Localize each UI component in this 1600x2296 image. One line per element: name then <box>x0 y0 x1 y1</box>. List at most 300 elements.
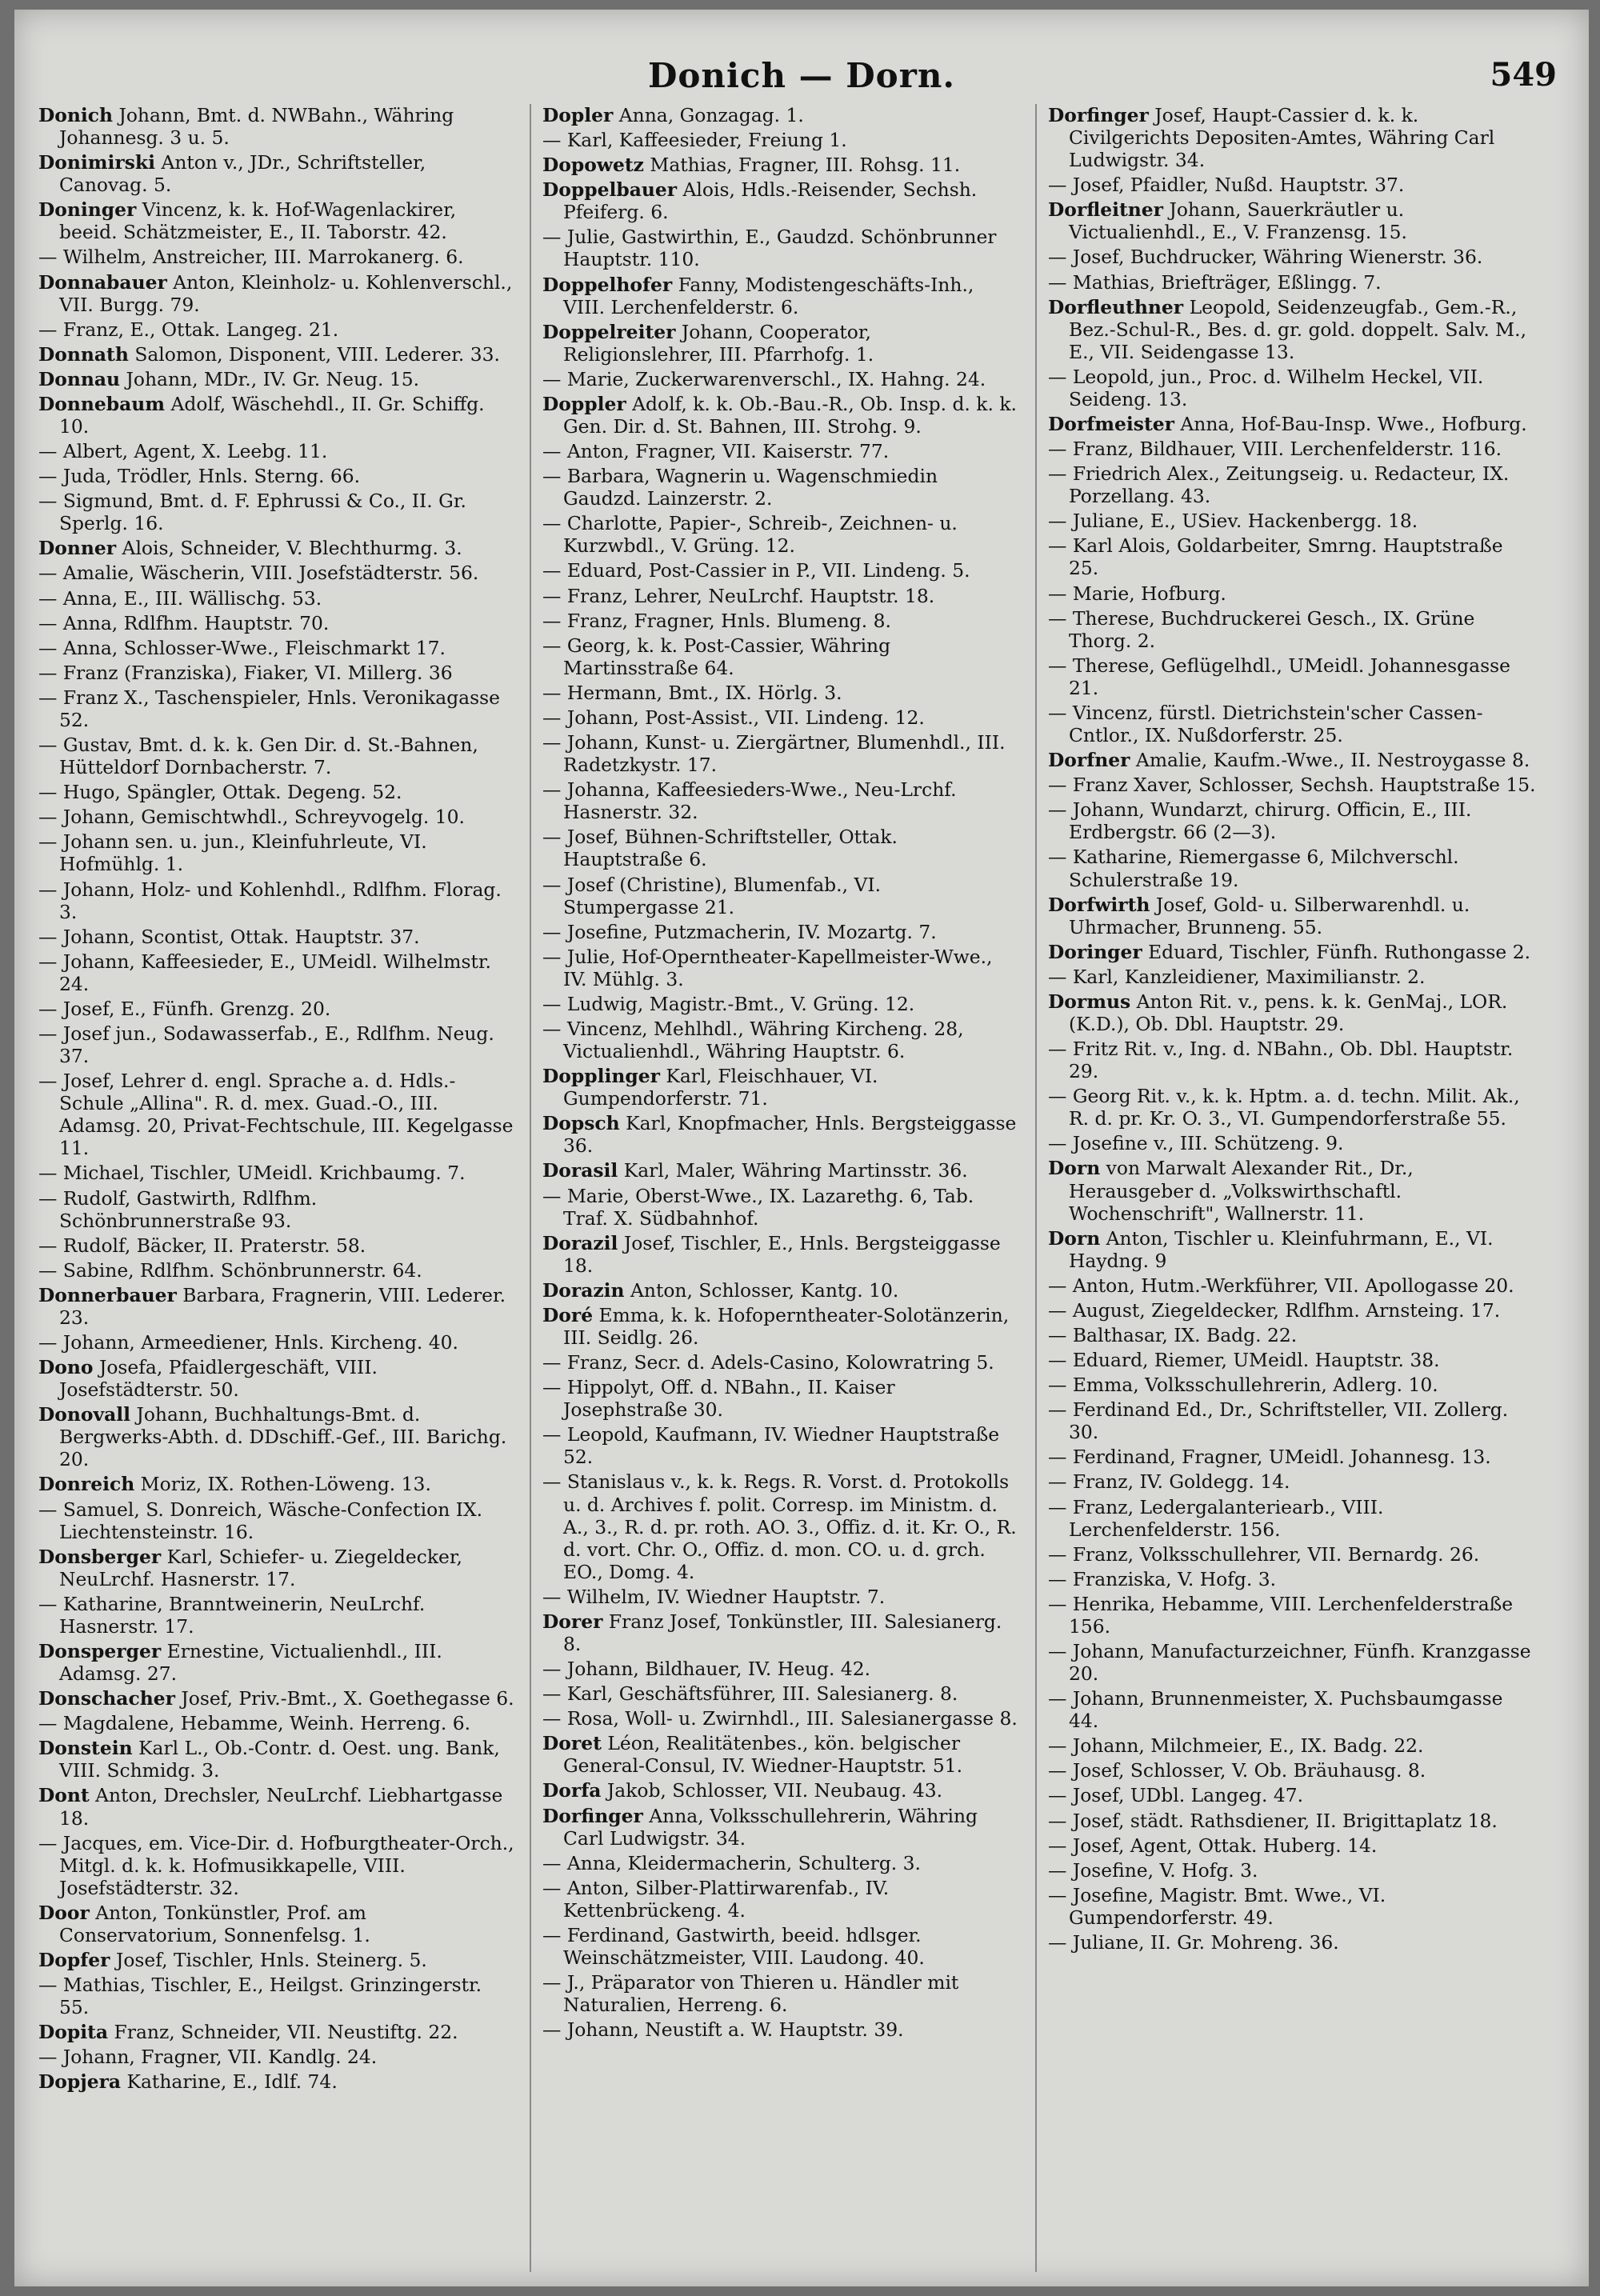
entry-details: — Amalie, Wäscherin, VIII. Josefstädterstr. 56. <box>38 562 479 585</box>
entry-details: — Leopold, Kaufmann, IV. Wiedner Hauptstraße 52. <box>542 1423 1000 1469</box>
entry-surname: Dorer <box>542 1610 603 1633</box>
directory-entry <box>1048 198 1536 243</box>
entry-details: Anton, Drechsler, NeuLrchf. Liebhartgasse 18. <box>59 1784 503 1830</box>
directory-entry <box>38 950 517 995</box>
directory-entry <box>38 393 517 438</box>
directory-entry <box>1048 1810 1536 1832</box>
entry-details: Anna, Volksschullehrerin, Währing Carl Ludwigstr. 34. <box>563 1804 978 1850</box>
directory-entry <box>1048 510 1536 532</box>
entry-details: Emma, k. k. Hofoperntheater-Solotänzerin, III. Seidlg. 26. <box>563 1303 1010 1349</box>
entry-surname: Dorfwirth <box>1048 893 1150 916</box>
directory-entry <box>38 1949 517 1971</box>
entry-surname: Donovall <box>38 1403 131 1426</box>
entry-details: — Franz, Bildhauer, VIII. Lerchenfelderstr. 116. <box>1048 438 1502 461</box>
directory-entry <box>1048 1446 1536 1468</box>
entry-surname: Dorfinger <box>1048 104 1149 126</box>
entry-details: — Rudolf, Bäcker, II. Praterstr. 58. <box>38 1234 366 1257</box>
entry-details: Josef, Priv.-Bmt., X. Goethegasse 6. <box>181 1687 514 1710</box>
directory-entry <box>38 637 517 659</box>
entry-details: — Johann, Armeediener, Hnls. Kircheng. 40. <box>38 1330 458 1354</box>
directory-entry <box>38 198 517 243</box>
entry-details: — Anna, E., III. Wällischg. 53. <box>38 586 322 610</box>
directory-entry <box>1048 702 1536 746</box>
entry-details: — Johanna, Kaffeesieders-Wwe., Neu-Lrchf. Hasnerstr. 32. <box>542 778 957 824</box>
entry-surname: Donschacher <box>38 1687 175 1710</box>
entry-surname: Dont <box>38 1784 90 1807</box>
directory-entry <box>38 1832 517 1899</box>
entry-details: von Marwalt Alexander Rit., Dr., Herausgeber d. „Volkswirthschaftl. Wochenschrift", Wallnerstr. 11. <box>1069 1157 1414 1225</box>
directory-entry <box>38 612 517 634</box>
entry-details: — Stanislaus v., k. k. Regs. R. Vorst. d. Protokolls u. d. Archives f. polit. Corresp. im Ministm. d. A., 3., R. d. pr. roth. AO. 3., Offiz. d. it. Kr. O., R. d. vort. Chr. O., Offiz. d. mon. CO. u. d. grch. EO., Domg. 4. <box>542 1470 1017 1583</box>
directory-entry <box>38 343 517 366</box>
directory-entry <box>1048 966 1536 988</box>
directory-entry <box>542 706 1021 729</box>
entry-details: Johann, Buchhaltungs-Bmt. d. Bergwerks-Abth. d. DDschiff.-Gef., III. Barichg. 20. <box>59 1403 507 1471</box>
entry-surname: Dorfa <box>542 1779 602 1802</box>
directory-entry <box>542 440 1021 462</box>
directory-entry <box>542 1707 1021 1730</box>
directory-entry <box>542 1065 1021 1110</box>
entry-details: — Ludwig, Magistr.-Bmt., V. Grüng. 12. <box>542 992 915 1015</box>
entry-details: — Rudolf, Gastwirth, Rdlfhm. Schönbrunnerstraße 93. <box>38 1186 318 1232</box>
entry-details: — Josef (Christine), Blumenfab., VI. Stumpergasse 21. <box>542 873 882 918</box>
directory-entry <box>542 1232 1021 1277</box>
directory-entry <box>38 104 517 149</box>
column-right <box>1048 104 1536 2272</box>
directory-entry <box>1048 1349 1536 1371</box>
entry-details: Barbara, Fragnerin, VIII. Lederer. 23. <box>59 1283 506 1329</box>
entry-details: — Johann, Wundarzt, chirurg. Officin, E., III. Erdbergstr. 66 (2—3). <box>1048 798 1472 844</box>
entry-details: Léon, Realitätenbes., kön. belgischer General-Consul, IV. Wiedner-Hauptstr. 51. <box>563 1732 963 1778</box>
entry-details: Anton, Schlosser, Kantg. 10. <box>630 1278 899 1302</box>
directory-entry <box>542 634 1021 679</box>
directory-entry <box>542 993 1021 1015</box>
entry-surname: Doppelbauer <box>542 178 678 202</box>
directory-entry <box>1048 798 1536 843</box>
directory-entry <box>542 2018 1021 2041</box>
directory-entry <box>1048 1784 1536 1806</box>
entry-details: — Juliane, E., USiev. Hackenbergg. 18. <box>1048 510 1418 533</box>
directory-entry <box>1048 1398 1536 1443</box>
entry-details: Anton, Kleinholz- u. Kohlenverschl., VII. Burgg. 79. <box>59 270 513 316</box>
entry-details: — Anton, Fragner, VII. Kaiserstr. 77. <box>542 440 890 463</box>
directory-columns <box>38 104 1542 2280</box>
entry-surname: Dorazin <box>542 1278 625 1302</box>
entry-details: Josef, Tischler, Hnls. Steinerg. 5. <box>115 1949 427 1972</box>
entry-details: — Franz, IV. Goldegg. 14. <box>1048 1470 1290 1494</box>
directory-entry <box>542 585 1021 607</box>
entry-details: — Marie, Zuckerwarenverschl., IX. Hahng. 24. <box>542 367 986 390</box>
directory-entry <box>1048 1496 1536 1541</box>
entry-details: Josef, Gold- u. Silberwarenhdl. u. Uhrmacher, Brunneng. 55. <box>1069 893 1470 938</box>
directory-entry <box>1048 1734 1536 1757</box>
directory-entry <box>542 104 1021 126</box>
directory-entry <box>38 271 517 316</box>
entry-details: — Ferdinand, Fragner, UMeidl. Johannesg. 13. <box>1048 1446 1491 1469</box>
directory-entry <box>38 465 517 487</box>
column-divider <box>530 104 531 2272</box>
directory-entry <box>1048 1157 1536 1224</box>
entry-surname: Donich <box>38 104 114 126</box>
entry-details: Johann, Sauerkräutler u. Victualienhdl., E., V. Franzensg. 15. <box>1069 198 1407 244</box>
directory-entry <box>542 1805 1021 1850</box>
directory-entry <box>1048 296 1536 363</box>
directory-entry <box>1048 607 1536 652</box>
entry-details: — Hermann, Bmt., IX. Hörlg. 3. <box>542 681 842 704</box>
entry-details: Ernestine, Victualienhdl., III. Adamsg. 27. <box>59 1640 442 1686</box>
entry-details: — Mathias, Briefträger, Eßlingg. 7. <box>1048 270 1382 294</box>
entry-details: — Eduard, Riemer, UMeidl. Hauptstr. 38. <box>1048 1349 1440 1372</box>
directory-entry <box>38 686 517 731</box>
directory-entry <box>38 1546 517 1590</box>
directory-entry <box>1048 749 1536 771</box>
entry-surname: Doringer <box>1048 940 1142 963</box>
directory-entry <box>1048 1687 1536 1732</box>
entry-details: — Ferdinand Ed., Dr., Schriftsteller, VII. Zollerg. 30. <box>1048 1398 1509 1444</box>
directory-entry <box>38 490 517 534</box>
entry-details: Adolf, Wäschehdl., II. Gr. Schiffg. 10. <box>59 392 485 438</box>
entry-details: — Leopold, jun., Proc. d. Wilhelm Heckel, VII. Seideng. 13. <box>1048 365 1484 410</box>
entry-surname: Dorfleuthner <box>1048 295 1184 318</box>
directory-entry <box>1048 846 1536 890</box>
directory-entry <box>38 1784 517 1829</box>
entry-details: — Julie, Hof-Operntheater-Kapellmeister-Wwe., IV. Mühlg. 3. <box>542 945 993 990</box>
entry-details: — Anna, Schlosser-Wwe., Fleischmarkt 17. <box>38 636 446 659</box>
directory-entry <box>542 226 1021 270</box>
directory-entry <box>38 1356 517 1401</box>
entry-surname: Dono <box>38 1356 94 1379</box>
directory-entry <box>38 2070 517 2093</box>
directory-entry <box>542 921 1021 943</box>
entry-details: — Franz, Fragner, Hnls. Blumeng. 8. <box>542 609 891 632</box>
directory-entry <box>38 926 517 948</box>
directory-entry <box>1048 1038 1536 1082</box>
directory-entry <box>1048 1543 1536 1566</box>
entry-details: Josefa, Pfaidlergeschäft, VIII. Josefstädterstr. 50. <box>59 1356 378 1402</box>
directory-entry <box>1048 1931 1536 1954</box>
directory-entry <box>38 781 517 803</box>
entry-details: — Johann, Gemischtwhdl., Schreyvogelg. 10. <box>38 806 465 829</box>
entry-details: — Therese, Buchdruckerei Gesch., IX. Grüne Thorg. 2. <box>1048 606 1475 652</box>
directory-entry <box>38 998 517 1020</box>
directory-entry <box>38 1593 517 1638</box>
entry-surname: Donimirski <box>38 151 155 174</box>
directory-entry <box>542 1877 1021 1922</box>
entry-details: Anton Rit. v., pens. k. k. GenMaj., LOR. (K.D.), Ob. Dbl. Hauptstr. 29. <box>1069 990 1508 1035</box>
entry-details: — Friedrich Alex., Zeitungseig. u. Redacteur, IX. Porzellang. 43. <box>1048 462 1510 508</box>
directory-entry <box>38 734 517 778</box>
directory-entry <box>38 368 517 390</box>
directory-entry <box>542 1971 1021 2016</box>
entry-details: — Franz X., Taschenspieler, Hnls. Veronikagasse 52. <box>38 686 500 731</box>
entry-details: Anton, Tischler u. Kleinfuhrmann, E., VI. Haydng. 9 <box>1069 1226 1494 1272</box>
directory-entry <box>38 1403 517 1470</box>
directory-entry <box>542 1376 1021 1421</box>
entry-details: — Johann, Manufacturzeichner, Fünfh. Kranzgasse 20. <box>1048 1640 1531 1686</box>
directory-entry <box>542 154 1021 176</box>
entry-surname: Doppelreiter <box>542 320 676 343</box>
entry-surname: Dorazil <box>542 1231 618 1254</box>
entry-details: — Johann, Holz- und Kohlenhdl., Rdlfhm. Florag. 3. <box>38 878 502 923</box>
directory-entry <box>1048 1568 1536 1590</box>
entry-surname: Dorfinger <box>542 1804 643 1827</box>
entry-surname: Dopler <box>542 104 614 126</box>
directory-entry <box>1048 654 1536 699</box>
directory-entry <box>542 1018 1021 1062</box>
directory-entry <box>38 1234 517 1257</box>
directory-entry <box>542 1304 1021 1349</box>
directory-entry <box>542 1470 1021 1582</box>
entry-surname: Dorfleitner <box>1048 198 1163 222</box>
entry-details: — Vincenz, fürstl. Dietrichstein'scher Cassen-Cntlor., IX. Nußdorferstr. 25. <box>1048 701 1483 747</box>
entry-details: — Anton, Hutm.-Werkführer, VII. Apollogasse 20. <box>1048 1274 1514 1297</box>
entry-details: Fanny, Modistengeschäfts-Inh., VIII. Lerchenfelderstr. 6. <box>563 273 974 318</box>
directory-entry <box>1048 534 1536 579</box>
entry-details: — Charlotte, Papier-, Schreib-, Zeichnen- u. Kurzwbdl., V. Grüng. 12. <box>542 512 958 558</box>
entry-details: — Josef, Buchdrucker, Währing Wienerstr. 36. <box>1048 246 1483 269</box>
entry-details: — Wilhelm, Anstreicher, III. Marrokanerg. 6. <box>38 246 464 269</box>
directory-entry <box>38 830 517 875</box>
entry-surname: Doré <box>542 1303 594 1326</box>
entry-details: — Franz, Lehrer, NeuLrchf. Hauptstr. 18. <box>542 584 935 607</box>
entry-details: Moriz, IX. Rothen-Löweng. 13. <box>140 1473 431 1496</box>
directory-entry <box>1048 1640 1536 1685</box>
entry-details: — Marie, Hofburg. <box>1048 582 1226 605</box>
directory-entry <box>542 946 1021 990</box>
entry-details: — Johann, Bildhauer, IV. Heug. 42. <box>542 1658 871 1681</box>
entry-details: Katharine, E., Idlf. 74. <box>126 2070 338 2094</box>
directory-entry <box>1048 1834 1536 1857</box>
directory-entry <box>542 1852 1021 1874</box>
directory-entry <box>1048 246 1536 268</box>
entry-details: Eduard, Tischler, Fünfh. Ruthongasse 2. <box>1148 940 1531 963</box>
entry-surname: Donnebaum <box>38 392 166 415</box>
directory-entry <box>38 2046 517 2068</box>
entry-details: — Katharine, Branntweinerin, NeuLrchf. Hasnerstr. 17. <box>38 1592 426 1638</box>
entry-details: — Georg Rit. v., k. k. Hptm. a. d. techn. Milit. Ak., R. d. pr. Kr. O. 3., VI. Gumpendorferstraße 55. <box>1048 1085 1520 1130</box>
entry-surname: Dopita <box>38 2021 109 2044</box>
entry-details: Johann, Bmt. d. NWBahn., Währing Johannesg. 3 u. 5. <box>59 104 454 150</box>
entry-details: — Josef, Pfaidler, Nußd. Hauptstr. 37. <box>1048 174 1405 197</box>
directory-entry <box>542 610 1021 632</box>
entry-surname: Dopplinger <box>542 1065 660 1088</box>
entry-details: — Wilhelm, IV. Wiedner Hauptstr. 7. <box>542 1585 886 1608</box>
directory-entry <box>38 1974 517 2018</box>
entry-details: — J., Präparator von Thieren u. Händler mit Naturalien, Herreng. 6. <box>542 1971 959 2017</box>
entry-details: Anna, Gonzagag. 1. <box>618 104 804 126</box>
directory-entry <box>542 1112 1021 1157</box>
entry-surname: Donnerbauer <box>38 1283 177 1306</box>
entry-details: — Georg, k. k. Post-Cassier, Währing Martinsstraße 64. <box>542 634 891 679</box>
entry-details: Anna, Hof-Bau-Insp. Wwe., Hofburg. <box>1180 413 1527 436</box>
entry-details: — Josefine, Putzmacherin, IV. Mozartg. 7. <box>542 920 937 943</box>
directory-entry <box>38 1187 517 1232</box>
entry-details: — Johann, Kunst- u. Ziergärtner, Blumenhdl., III. Radetzkystr. 17. <box>542 731 1006 777</box>
entry-details: Amalie, Kaufm.-Wwe., II. Nestroygasse 8. <box>1135 749 1530 772</box>
entry-details: Salomon, Disponent, VIII. Lederer. 33. <box>134 342 500 366</box>
entry-details: Franz, Schneider, VII. Neustiftg. 22. <box>114 2021 458 2044</box>
entry-details: — Ferdinand, Gastwirth, beeid. hdlsger. Weinschätzmeister, VIII. Laudong. 40. <box>542 1923 925 1970</box>
directory-entry <box>542 1682 1021 1705</box>
directory-entry <box>1048 774 1536 796</box>
entry-details: — Juda, Trödler, Hnls. Sterng. 66. <box>38 465 361 488</box>
entry-details: Mathias, Fragner, III. Rohsg. 11. <box>650 154 961 177</box>
directory-entry <box>38 562 517 584</box>
column-left <box>38 104 517 2272</box>
directory-entry <box>542 559 1021 582</box>
directory-entry <box>542 1351 1021 1374</box>
entry-details: — Balthasar, IX. Badg. 22. <box>1048 1323 1298 1346</box>
page-header <box>14 10 1589 98</box>
entry-details: — Franz, E., Ottak. Langeg. 21. <box>38 318 339 341</box>
entry-details: — Marie, Oberst-Wwe., IX. Lazarethg. 6, Tab. Traf. X. Südbahnhof. <box>542 1184 974 1230</box>
entry-surname: Doret <box>542 1732 602 1755</box>
directory-entry <box>38 2021 517 2043</box>
directory-entry <box>542 1924 1021 1969</box>
directory-entry <box>542 1185 1021 1230</box>
entry-details: — Johann, Neustift a. W. Hauptstr. 39. <box>542 2018 904 2042</box>
directory-entry <box>38 1022 517 1067</box>
directory-entry <box>542 826 1021 870</box>
entry-details: — Vincenz, Mehlhdl., Währing Kircheng. 28, Victualienhdl., Währing Hauptstr. 6. <box>542 1017 964 1063</box>
entry-details: Vincenz, k. k. Hof-Wagenlackirer, beeid. Schätzmeister, E., II. Taborstr. 42. <box>59 198 457 244</box>
entry-details: Josef, Tischler, E., Hnls. Bergsteiggasse 18. <box>563 1231 1001 1277</box>
entry-details: — Franz, Secr. d. Adels-Casino, Kolowratring 5. <box>542 1351 994 1374</box>
directory-entry <box>542 321 1021 366</box>
entry-details: — Josef, städt. Rathsdiener, II. Brigittaplatz 18. <box>1048 1809 1498 1832</box>
entry-details: Leopold, Seidenzeugfab., Gem.-R., Bez.-Schul-R., Bes. d. gr. gold. doppelt. Salv. M., E., VII. Seidengasse 13. <box>1069 295 1527 363</box>
entry-surname: Donstein <box>38 1737 133 1760</box>
directory-entry <box>542 178 1021 223</box>
entry-surname: Dopowetz <box>542 154 644 177</box>
entry-details: — Sigmund, Bmt. d. F. Ephrussi & Co., II. Gr. Sperlg. 16. <box>38 490 466 535</box>
directory-entry <box>1048 462 1536 507</box>
entry-details: — Johann, Kaffeesieder, E., UMeidl. Wilhelmstr. 24. <box>38 950 491 995</box>
entry-details: — Henrika, Hebamme, VIII. Lerchenfelderstraße 156. <box>1048 1592 1514 1638</box>
directory-entry <box>1048 1593 1536 1638</box>
entry-details: — Hippolyt, Off. d. NBahn., II. Kaiser Josephstraße 30. <box>542 1376 895 1422</box>
entry-details: — Juliane, II. Gr. Mohreng. 36. <box>1048 1930 1339 1954</box>
directory-entry <box>1048 1470 1536 1493</box>
directory-entry <box>38 1070 517 1159</box>
directory-entry <box>542 778 1021 823</box>
entry-details: — Josef, Schlosser, V. Ob. Bräuhausg. 8. <box>1048 1759 1426 1782</box>
entry-surname: Dorfmeister <box>1048 413 1174 436</box>
entry-details: Karl, Maler, Währing Martinsstr. 36. <box>623 1159 968 1182</box>
entry-surname: Dorn <box>1048 1157 1101 1180</box>
directory-entry <box>1048 271 1536 294</box>
directory-entry <box>542 1779 1021 1802</box>
directory-entry <box>38 1473 517 1495</box>
directory-entry <box>38 1284 517 1329</box>
directory-entry <box>1048 894 1536 938</box>
directory-entry <box>1048 438 1536 460</box>
directory-entry <box>542 274 1021 318</box>
entry-surname: Doppelhofer <box>542 273 673 296</box>
directory-entry <box>38 151 517 196</box>
directory-entry <box>38 806 517 828</box>
entry-details: — Johann, Scontist, Ottak. Hauptstr. 37. <box>38 925 420 948</box>
entry-details: — Jacques, em. Vice-Dir. d. Hofburgtheater-Orch., Mitgl. d. k. k. Hofmusikkapelle, VIII. Josefstädterstr. 32. <box>38 1831 514 1899</box>
entry-surname: Dorfner <box>1048 749 1130 772</box>
entry-details: Alois, Schneider, V. Blechthurmg. 3. <box>122 537 462 560</box>
entry-details: — Josefine, V. Hofg. 3. <box>1048 1858 1258 1882</box>
directory-entry <box>542 1732 1021 1777</box>
entry-details: — Therese, Geflügelhdl., UMeidl. Johannesgasse 21. <box>1048 654 1510 699</box>
entry-details: Anton, Tonkünstler, Prof. am Conservatorium, Sonnenfelsg. 1. <box>59 1901 370 1946</box>
column-divider <box>1035 104 1037 2272</box>
directory-entry <box>1048 1274 1536 1297</box>
directory-entry <box>1048 1759 1536 1782</box>
entry-details: Adolf, k. k. Ob.-Bau.-R., Ob. Insp. d. k. k. Gen. Dir. d. St. Bahnen, III. Strohg. 9. <box>563 392 1017 438</box>
entry-details: — Franz Xaver, Schlosser, Sechsh. Hauptstraße 15. <box>1048 774 1536 797</box>
entry-details: — Josef, Agent, Ottak. Huberg. 14. <box>1048 1834 1378 1857</box>
entry-details: — Josef, Lehrer d. engl. Sprache a. d. Hdls.-Schule „Allina". R. d. mex. Guad.-O., III. Adamsg. 20, Privat-Fechtschule, III. Kegelgasse 11. <box>38 1070 514 1160</box>
entry-details: — Samuel, S. Donreich, Wäsche-Confection IX. Liechtensteinstr. 16. <box>38 1498 483 1543</box>
entry-surname: Donner <box>38 537 117 560</box>
entry-details: — Barbara, Wagnerin u. Wagenschmiedin Gaudzd. Lainzerstr. 2. <box>542 465 938 510</box>
entry-details: Alois, Hdls.-Reisender, Sechsh. Pfeiferg. 6. <box>563 178 978 224</box>
directory-entry <box>542 682 1021 704</box>
entry-surname: Dorn <box>1048 1226 1101 1250</box>
entry-details: — Anna, Kleidermacherin, Schulterg. 3. <box>542 1851 921 1874</box>
entry-details: — Mathias, Tischler, E., Heilgst. Grinzingerstr. 55. <box>38 1974 482 2019</box>
directory-entry <box>542 368 1021 390</box>
directory-entry <box>1048 413 1536 435</box>
entry-details: — Michael, Tischler, UMeidl. Krichbaumg. 7. <box>38 1162 466 1185</box>
directory-entry <box>1048 582 1536 605</box>
page-number: 549 <box>1490 56 1557 94</box>
entry-surname: Dormus <box>1048 990 1131 1013</box>
entry-details: — Katharine, Riemergasse 6, Milchverschl. Schulerstraße 19. <box>1048 846 1459 891</box>
directory-page <box>14 10 1589 2286</box>
entry-surname: Dorasil <box>542 1159 618 1182</box>
directory-entry <box>542 1159 1021 1182</box>
entry-details: Johann, MDr., IV. Gr. Neug. 15. <box>126 367 420 390</box>
directory-entry <box>38 318 517 341</box>
entry-details: — August, Ziegeldecker, Rdlfhm. Arnsteing. 17. <box>1048 1298 1501 1322</box>
entry-details: — Julie, Gastwirthin, E., Gaudzd. Schönbrunner Hauptstr. 110. <box>542 226 997 271</box>
directory-entry <box>38 246 517 268</box>
entry-details: — Franz (Franziska), Fiaker, VI. Millerg. 36 <box>38 661 453 684</box>
directory-entry <box>542 731 1021 776</box>
entry-details: — Karl, Kanzleidiener, Maximilianstr. 2. <box>1048 965 1426 988</box>
entry-details: — Karl, Kaffeesieder, Freiung 1. <box>542 129 847 152</box>
page-title: Donich — Dorn. <box>647 56 955 95</box>
directory-entry <box>38 1259 517 1282</box>
entry-details: — Anton, Silber-Plattirwarenfab., IV. Kettenbrückeng. 4. <box>542 1876 890 1922</box>
directory-entry <box>1048 174 1536 196</box>
entry-details: — Josef, UDbl. Langeg. 47. <box>1048 1784 1304 1807</box>
directory-entry <box>38 1712 517 1734</box>
directory-entry <box>542 129 1021 151</box>
entry-details: Karl, Schiefer- u. Ziegeldecker, NeuLrchf. Hasnerstr. 17. <box>59 1545 462 1590</box>
entry-details: — Josef jun., Sodawasserfab., E., Rdlfhm. Neug. 37. <box>38 1022 494 1068</box>
directory-entry <box>1048 990 1536 1035</box>
entry-details: Karl L., Ob.-Contr. d. Oest. ung. Bank, VIII. Schmidg. 3. <box>59 1737 500 1782</box>
entry-details: — Franz, Ledergalanteriearb., VIII. Lerchenfelderstr. 156. <box>1048 1495 1384 1541</box>
entry-surname: Dopsch <box>542 1112 620 1135</box>
entry-details: — Eduard, Post-Cassier in P., VII. Lindeng. 5. <box>542 559 970 582</box>
directory-entry <box>38 1162 517 1184</box>
directory-entry <box>38 1902 517 1946</box>
directory-entry <box>1048 1227 1536 1272</box>
directory-entry <box>1048 941 1536 963</box>
directory-entry <box>542 1279 1021 1302</box>
entry-details: — Anna, Rdlfhm. Hauptstr. 70. <box>38 611 330 634</box>
entry-details: — Sabine, Rdlfhm. Schönbrunnerstr. 64. <box>38 1258 422 1282</box>
directory-entry <box>542 1586 1021 1608</box>
